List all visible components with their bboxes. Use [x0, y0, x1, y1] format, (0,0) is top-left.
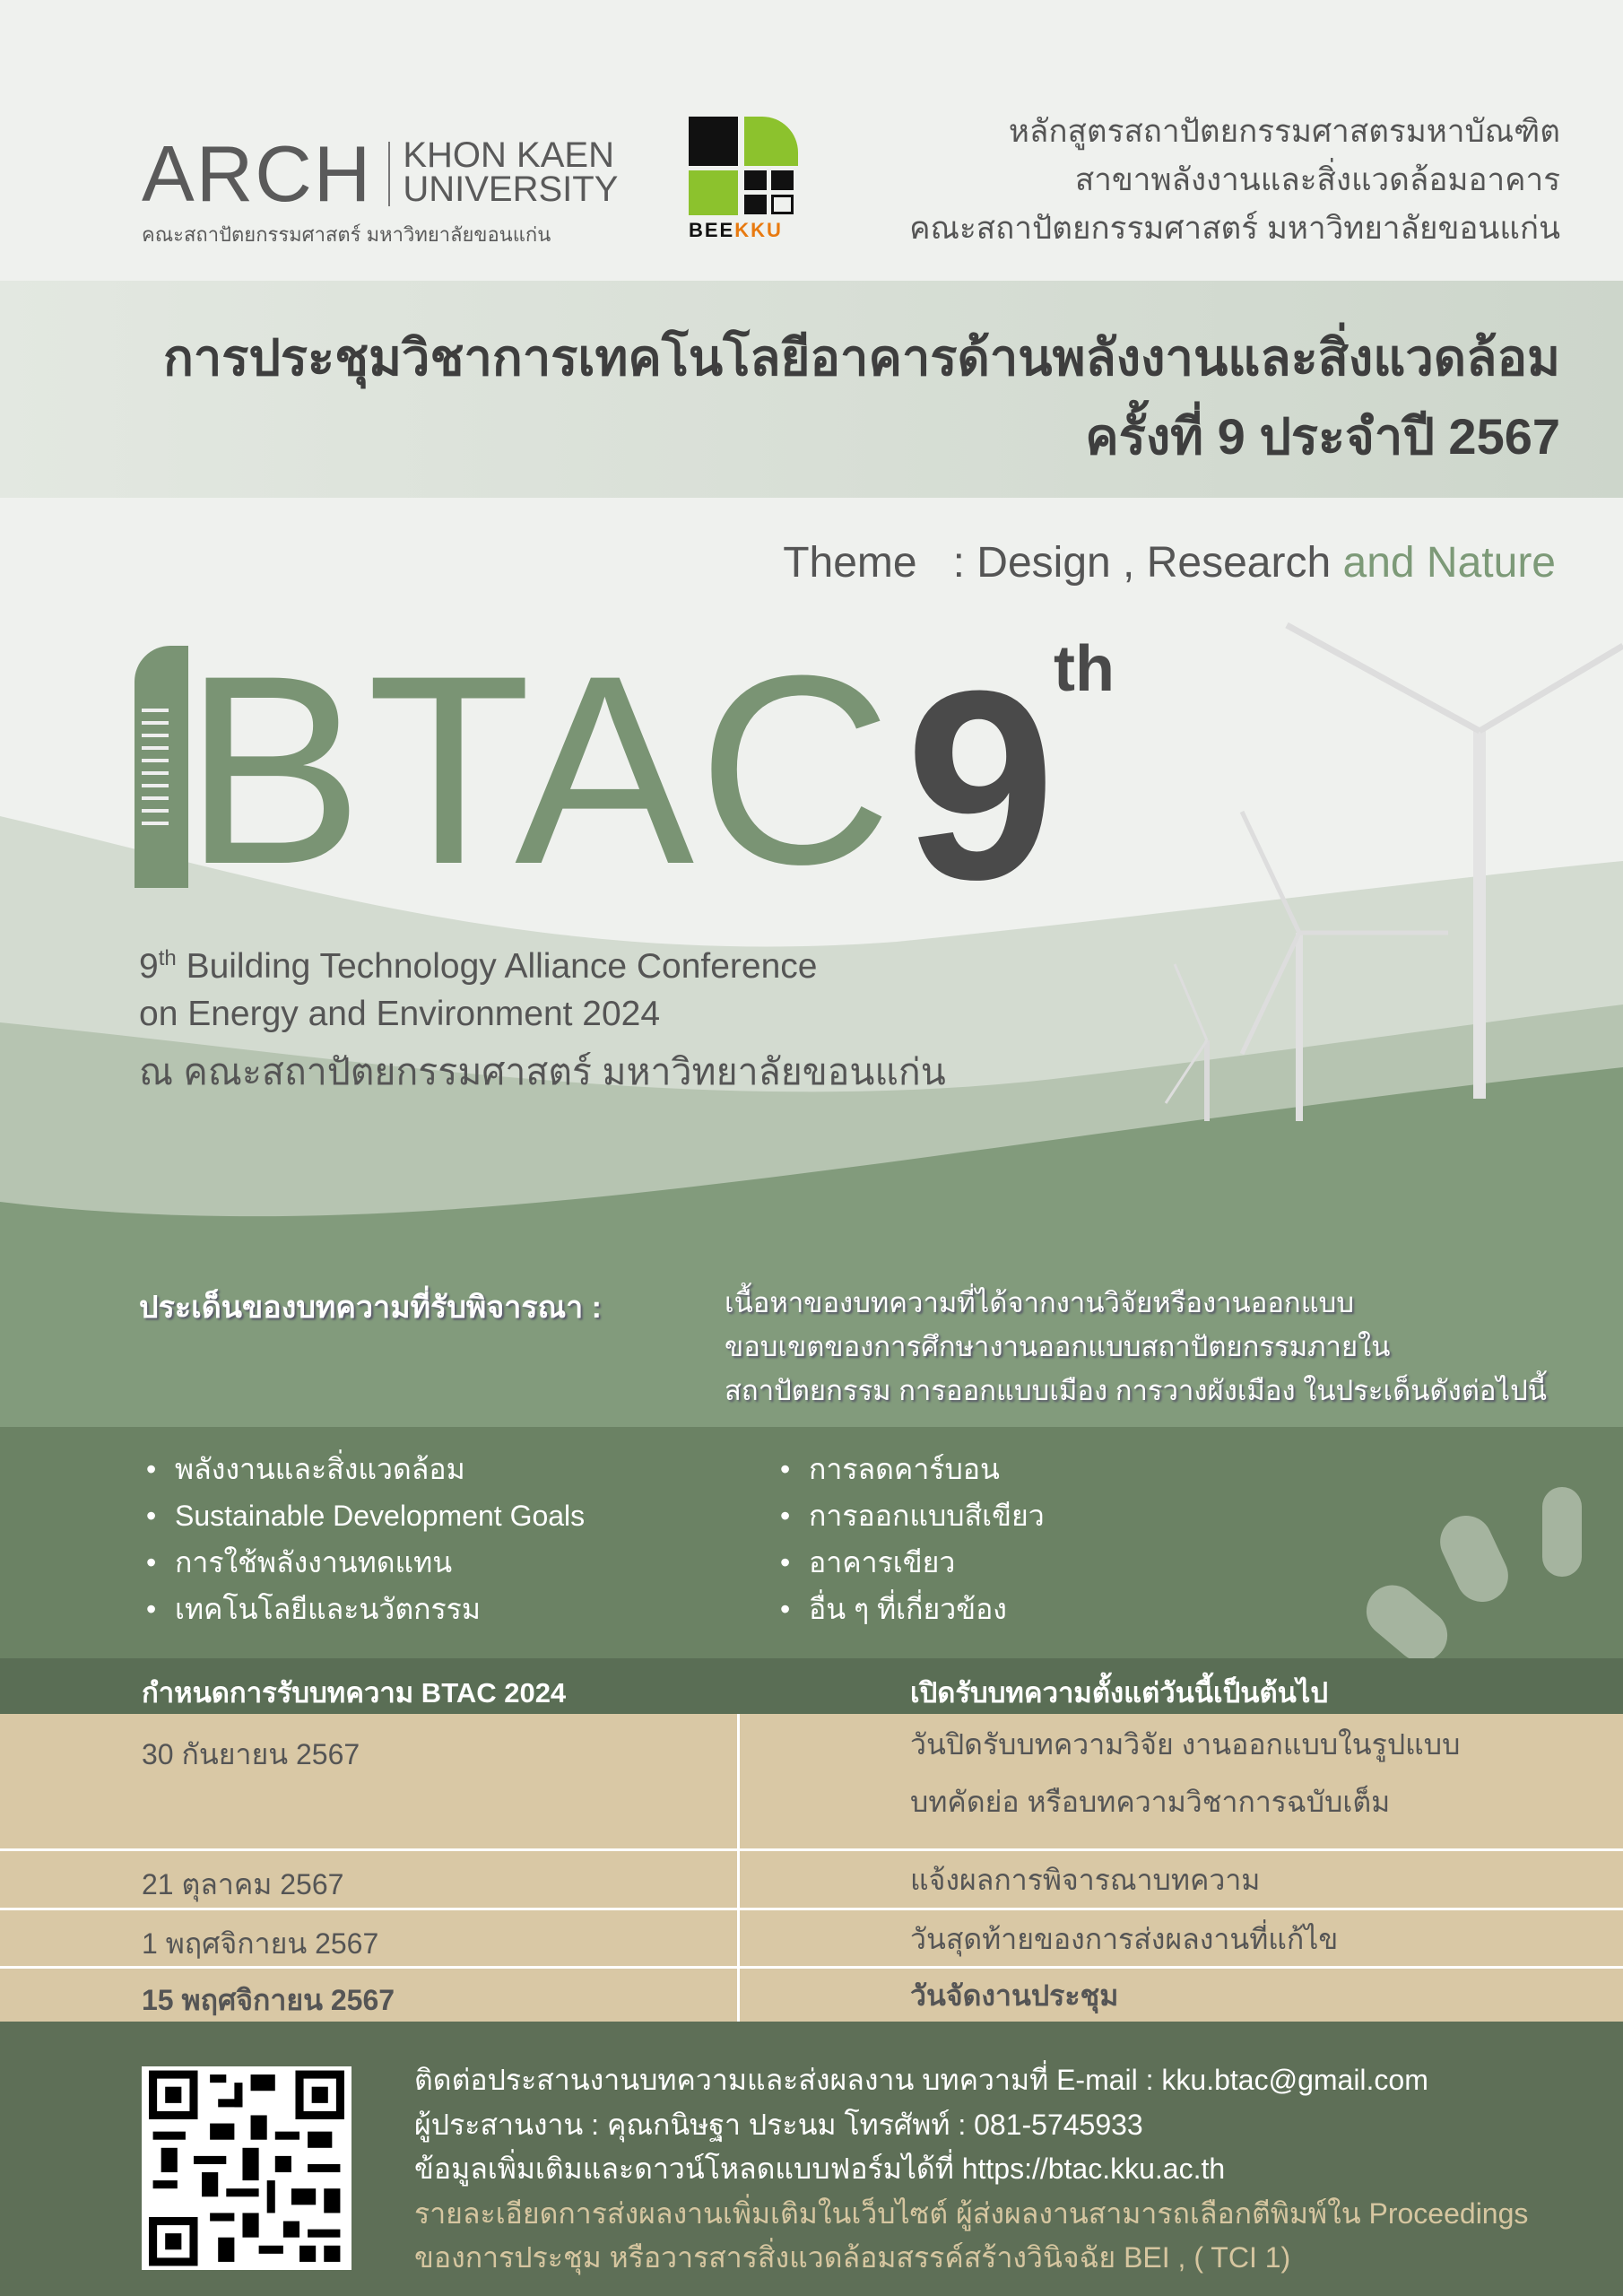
topics-heading: ประเด็นของบทความที่รับพิจารณา : — [139, 1291, 602, 1325]
conference-name — [139, 935, 818, 1038]
topics-list-right — [780, 1446, 1045, 1632]
university-line2: UNIVERSITY — [403, 170, 619, 209]
date: 1 พฤศจิกายน 2567 — [142, 1927, 379, 1960]
event: วันสุดท้ายของการส่งผลงานที่แก้ไข — [910, 1923, 1339, 1955]
program-line: สาขาพลังงานและสิ่งแวดล้อมอาคาร — [1074, 162, 1560, 197]
theme-label: Theme — [783, 539, 917, 587]
website-line: ข้อมูลเพิ่มเติมและดาวน์โหลดแบบฟอร์มได้ที่ https://btac.kku.ac.th — [414, 2152, 1226, 2185]
faculty-thai: คณะสถาปัตยกรรมศาสตร์ มหาวิทยาลัยขอนแก่น — [142, 223, 551, 246]
title-line2: ครั้งที่ 9 ประจำปี 2567 — [1085, 408, 1560, 465]
schedule-table — [0, 1714, 1623, 2022]
venue: ณ คณะสถาปัตยกรรมศาสตร์ มหาวิทยาลัยขอนแก่น — [139, 1051, 946, 1092]
university-line1: KHON KAEN — [403, 135, 614, 175]
event-line: บทคัดย่อ หรือบทความวิชาการฉบับเต็ม — [910, 1786, 1391, 1818]
theme-value: : Design , Research — [952, 539, 1332, 587]
list-item: • การลดคาร์บอน — [780, 1446, 1045, 1492]
list-item: • อื่น ๆ ที่เกี่ยวข้อง — [780, 1586, 1045, 1632]
list-item: • พลังงานและสิ่งแวดล้อม — [146, 1446, 585, 1492]
edition-number: 9 — [906, 634, 1055, 935]
bee-kku-logo — [689, 117, 800, 242]
list-item: • การออกแบบสีเขียว — [780, 1492, 1045, 1539]
list-item: • การใช้พลังงานทดแทน — [146, 1539, 585, 1586]
arch-logo-text: ARCH — [142, 129, 373, 218]
contact-email-line: ติดต่อประสานงานบทความและส่งผลงาน บทความที่ E-mail : kku.btac@gmail.com — [414, 2064, 1428, 2096]
program-line: หลักสูตรสถาปัตยกรรมศาสตรมหาบัณฑิต — [1008, 114, 1560, 149]
publication-note: รายละเอียดการส่งผลงานเพิ่มเติมในเว็บไซต์ ผู้ส่งผลงานสามารถเลือกตีพิมพ์ใน Proceedings — [414, 2196, 1529, 2230]
qr-code-icon[interactable] — [142, 2066, 352, 2270]
event: วันจัดงานประชุม — [910, 1979, 1119, 2012]
program-info — [909, 108, 1560, 253]
date: 15 พฤศจิกายน 2567 — [142, 1984, 395, 2016]
kku-text: KKU — [734, 219, 783, 241]
theme-value-accent: and Nature — [1342, 539, 1556, 587]
contact-phone-line: ผู้ประสานงาน : คุณกนิษฐา ประนม โทรศัพท์ : 081-5745933 — [414, 2108, 1143, 2141]
edition-suffix: th — [1054, 633, 1115, 705]
building-leaf-icon — [135, 646, 188, 888]
arch-kku-logo — [142, 129, 619, 250]
bee-text: BEE — [689, 219, 735, 241]
title-line1: การประชุมวิชาการเทคโนโลยีอาคารด้านพลังงานและสิ่งแวดล้อม — [162, 329, 1560, 386]
publication-note: ของการประชุม หรือวารสารสิ่งแวดล้อมสรรค์สร้างวินิจฉัย BEI , ( TCI 1) — [414, 2241, 1291, 2274]
event-line: วันปิดรับบทความวิจัย งานออกแบบในรูปแบบ — [910, 1728, 1461, 1761]
program-line: คณะสถาปัตยกรรมศาสตร์ มหาวิทยาลัยขอนแก่น — [909, 211, 1560, 246]
schedule-header — [0, 1658, 1623, 1714]
table-row — [0, 1714, 1623, 1851]
table-row — [0, 1910, 1623, 1969]
topics-description — [725, 1281, 1547, 1413]
conference-line1: Building Technology Alliance Conference — [186, 947, 818, 986]
page-title — [163, 318, 1560, 476]
theme — [783, 538, 1556, 587]
description-line: เนื้อหาของบทความที่ได้จากงานวิจัยหรืองานออกแบบ — [725, 1287, 1355, 1318]
list-item: • เทคโนโลยีและนวัตกรรม — [146, 1586, 585, 1632]
event: แจ้งผลการพิจารณาบทความ — [910, 1864, 1261, 1896]
description-line: ขอบเขตของการศึกษางานออกแบบสถาปัตยกรรมภายใน — [725, 1331, 1391, 1362]
ordinal: 9 — [139, 947, 159, 986]
decorative-pills-icon — [1363, 1480, 1596, 1659]
table-row — [0, 1851, 1623, 1910]
list-item: • Sustainable Development Goals — [146, 1492, 585, 1539]
description-line: สถาปัตยกรรม การออกแบบเมือง การวางผังเมือง ในประเด็นดังต่อไปนี้ — [725, 1375, 1547, 1406]
column-divider — [737, 1714, 740, 2022]
ordinal-suffix: th — [158, 946, 177, 970]
date: 30 กันยายน 2567 — [142, 1738, 360, 1770]
schedule-header-right: เปิดรับบทความตั้งแต่วันนี้เป็นต้นไป — [910, 1677, 1329, 1709]
list-item: • อาคารเขียว — [780, 1539, 1045, 1586]
contact-info — [414, 2058, 1528, 2281]
schedule-header-left: กำหนดการรับบทความ BTAC 2024 — [142, 1677, 567, 1709]
btac-logo: BTAC — [184, 619, 896, 920]
table-row — [0, 1969, 1623, 2022]
date: 21 ตุลาคม 2567 — [142, 1868, 344, 1900]
topics-list-left — [146, 1446, 585, 1632]
event — [910, 1716, 1460, 1831]
conference-line2: on Energy and Environment 2024 — [139, 995, 661, 1033]
